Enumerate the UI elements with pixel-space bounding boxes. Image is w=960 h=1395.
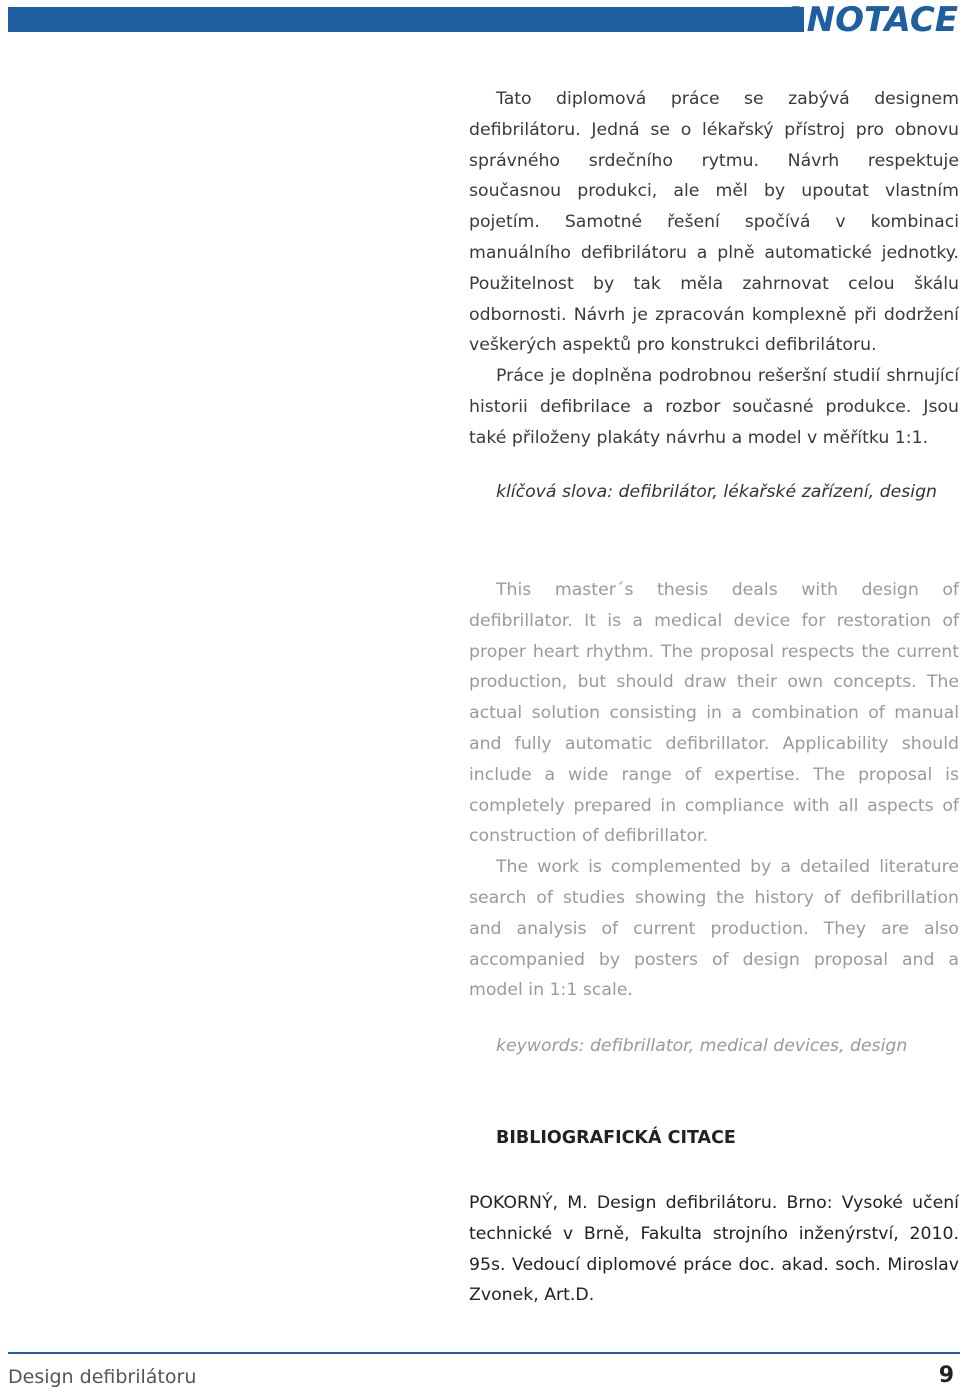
abstract-english — [469, 575, 959, 1006]
bibliography-heading: BIBLIOGRAFICKÁ CITACE — [496, 1128, 736, 1148]
abstract-en-paragraph-1: This master´s thesis deals with design of defibrillator. It is a medical device for restoration of proper heart rhythm. The proposal respects the current production, but should draw their own concepts. The actual solution consisting in a combination of manual and fully automatic defibrillator. Applicability should include a wide range of expertise. The proposal is completely prepared in compliance with all aspects of construction of defibrillator. — [469, 580, 959, 847]
abstract-cz-paragraph-1: Tato diplomová práce se zabývá designem defibrilátoru. Jedná se o lékařský přístroj pro obnovu správného srdečního rytmu. Návrh respektuje současnou produkci, ale měl by upoutat vlastním pojetím. Samotné řešení spočívá v kombinaci manuálního defibrilátoru a plně automatické jednotky. Použitelnost by tak měla zahrnovat celou škálu odbornosti. Návrh je zpracován komplexně při dodržení veškerých aspektů pro konstrukci defibrilátoru. — [469, 89, 959, 356]
abstract-czech — [469, 84, 959, 454]
bibliography-block — [469, 1188, 959, 1311]
footer-title: Design defibrilátoru — [8, 1366, 197, 1388]
footer-divider — [8, 1352, 960, 1354]
page-section-title: ANOTACE — [780, 0, 958, 40]
header-bar — [8, 7, 804, 32]
page-number: 9 — [938, 1363, 954, 1388]
abstract-cz-paragraph-2: Práce je doplněna podrobnou rešeršní studií shrnující historii defibrilace a rozbor současné produkce. Jsou také přiloženy plakáty návrhu a model v měřítku 1:1. — [469, 366, 959, 448]
keywords-english: keywords: defibrillator, medical devices, design — [496, 1036, 908, 1056]
bibliography-citation: POKORNÝ, M. Design defibrilátoru. Brno: Vysoké učení technické v Brně, Fakulta strojního inženýrství, 2010. 95s. Vedoucí diplomové práce doc. akad. soch. Miroslav Zvonek, Art.D. — [469, 1193, 959, 1306]
abstract-en-paragraph-2: The work is complemented by a detailed literature search of studies showing the history of defibrillation and analysis of current production. They are also accompanied by posters of design proposal and a model in 1:1 scale. — [469, 857, 959, 1001]
keywords-czech: klíčová slova: defibrilátor, lékařské zařízení, design — [496, 482, 938, 502]
